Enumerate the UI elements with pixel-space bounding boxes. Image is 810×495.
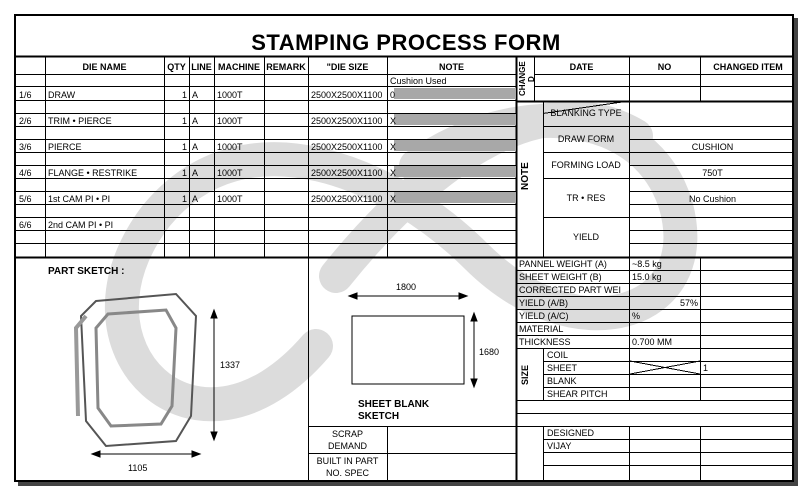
row3-machine: 1000T (217, 142, 243, 152)
part-width-arrow-right (192, 451, 200, 457)
draw-form-label: DRAW FORM (557, 134, 615, 144)
blank-height-value: 1680 (479, 347, 500, 357)
designed-label: DESIGNED (547, 428, 595, 438)
header-date: DATE (569, 62, 594, 72)
change-label: CHANGE D (518, 61, 536, 97)
row1-name: DRAW (48, 90, 76, 100)
header-changed-item: CHANGED ITEM (713, 62, 783, 72)
spec-sheet-weight-label: SHEET WEIGHT (B) (519, 272, 602, 282)
row3-op: 3/6 (19, 142, 32, 152)
spec-yield-ab-value: 57% (679, 298, 698, 308)
row4-size: 2500X2500X1100 (311, 168, 383, 178)
form-title: STAMPING PROCESS FORM (251, 30, 561, 55)
row5-qty: 1 (181, 194, 187, 204)
form-frame (14, 14, 794, 482)
blank-width-arrow-right (459, 293, 467, 299)
row1-note: 0 (390, 90, 396, 100)
row4-machine: 1000T (217, 168, 243, 178)
note-label: NOTE (520, 162, 531, 190)
row3-line: A (192, 142, 199, 152)
header-machine: MACHINE (218, 62, 260, 72)
part-height-arrow-top (211, 310, 217, 318)
header-die-size: "DIE SIZE (326, 62, 369, 72)
row2-note: X (390, 116, 397, 126)
designed-value: VIJAY (547, 441, 572, 451)
scrap-label-2: DEMAND (327, 441, 367, 451)
size-coil-label: COIL (547, 350, 569, 360)
part-height-arrow-bottom (211, 432, 217, 440)
blank-rectangle (352, 316, 464, 384)
spec-yield-ab-label: YIELD (A/B) (519, 298, 569, 308)
header-note: NOTE (438, 62, 464, 72)
row3-qty: 1 (181, 142, 187, 152)
part-sketch-label: PART SKETCH : (48, 266, 125, 277)
spec-thickness-value: 0.700 MM (632, 337, 673, 347)
header-no: NO (657, 62, 672, 72)
row5-name: 1st CAM PI • PI (48, 194, 111, 204)
part-height-value: 1337 (220, 360, 241, 370)
forming-load-label: FORMING LOAD (551, 160, 621, 170)
row1-op: 1/6 (19, 90, 32, 100)
part-inner-opening (96, 310, 176, 426)
blank-sketch-label-2: SKETCH (358, 411, 400, 422)
row5-op: 5/6 (19, 194, 32, 204)
row1-qty: 1 (181, 90, 187, 100)
row2-machine: 1000T (217, 116, 243, 126)
header-die-name: DIE NAME (82, 62, 127, 72)
size-label: SIZE (520, 365, 530, 386)
part-width-value: 1105 (128, 463, 148, 473)
blank-height-arrow-bottom (471, 379, 477, 387)
spec-panel-weight-value: ~8.5 kg (632, 259, 662, 269)
row3-name: PIERCE (48, 142, 82, 152)
part-width-arrow-left (92, 451, 100, 457)
row2-op: 2/6 (19, 116, 32, 126)
header-remark: REMARK (266, 62, 306, 72)
blanking-type-label: BLANKING TYPE (550, 108, 622, 118)
size-shear-pitch-label: SHEAR PITCH (547, 389, 608, 399)
spec-yield-ac-label: YIELD (A/C) (519, 311, 569, 321)
size-sheet-qty: 1 (703, 363, 709, 373)
part-sketch-drawing (16, 16, 794, 482)
row3-size: 2500X2500X1100 (311, 142, 383, 152)
row2-qty: 1 (181, 116, 187, 126)
note-subheader: Cushion Used (390, 76, 447, 86)
row5-size: 2500X2500X1100 (311, 194, 383, 204)
tr-res-label: TR • RES (566, 193, 606, 203)
size-sheet-label: SHEET (547, 363, 578, 373)
blank-width-arrow-left (349, 293, 357, 299)
row4-qty: 1 (181, 168, 187, 178)
size-blank-label: BLANK (547, 376, 577, 386)
blank-width-value: 1800 (396, 282, 417, 292)
row2-name: TRIM • PIERCE (48, 116, 112, 126)
row1-machine: 1000T (217, 90, 243, 100)
row6-name: 2nd CAM PI • PI (48, 220, 114, 230)
header-line: LINE (191, 62, 212, 72)
row1-line: A (192, 90, 199, 100)
scrap-label-1: SCRAP (331, 429, 363, 439)
row5-machine: 1000T (217, 194, 243, 204)
spec-thickness-label: THICKNESS (519, 337, 571, 347)
row5-line: A (192, 194, 199, 204)
header-qty: QTY (167, 62, 186, 72)
yield-label: YIELD (572, 232, 599, 242)
spec-yield-ac-value: % (632, 311, 641, 321)
row4-name: FLANGE • RESTRIKE (48, 168, 138, 178)
blank-sketch-label-1: SHEET BLANK (358, 399, 430, 410)
row4-op: 4/6 (19, 168, 32, 178)
forming-load-value: 750T (702, 168, 723, 178)
row2-line: A (192, 116, 199, 126)
row3-note: X (390, 142, 397, 152)
row4-note: X (390, 168, 397, 178)
row6-op: 6/6 (19, 220, 32, 230)
built-in-label-2: NO. SPEC (325, 468, 369, 478)
blank-height-arrow-top (471, 313, 477, 321)
row4-line: A (192, 168, 199, 178)
spec-corrected-label: CORRECTED PART WEI (519, 285, 622, 295)
spec-panel-weight-label: PANNEL WEIGHT (A) (519, 259, 607, 269)
row1-size: 2500X2500X1100 (311, 90, 383, 100)
spec-sheet-weight-value: 15.0 kg (632, 272, 662, 282)
tr-res-value: No Cushion (688, 194, 737, 204)
built-in-label-1: BUILT IN PART (316, 456, 379, 466)
row5-note: X (390, 194, 397, 204)
draw-form-value: CUSHION (691, 142, 734, 152)
spec-material-label: MATERIAL (519, 324, 564, 334)
row2-size: 2500X2500X1100 (311, 116, 383, 126)
